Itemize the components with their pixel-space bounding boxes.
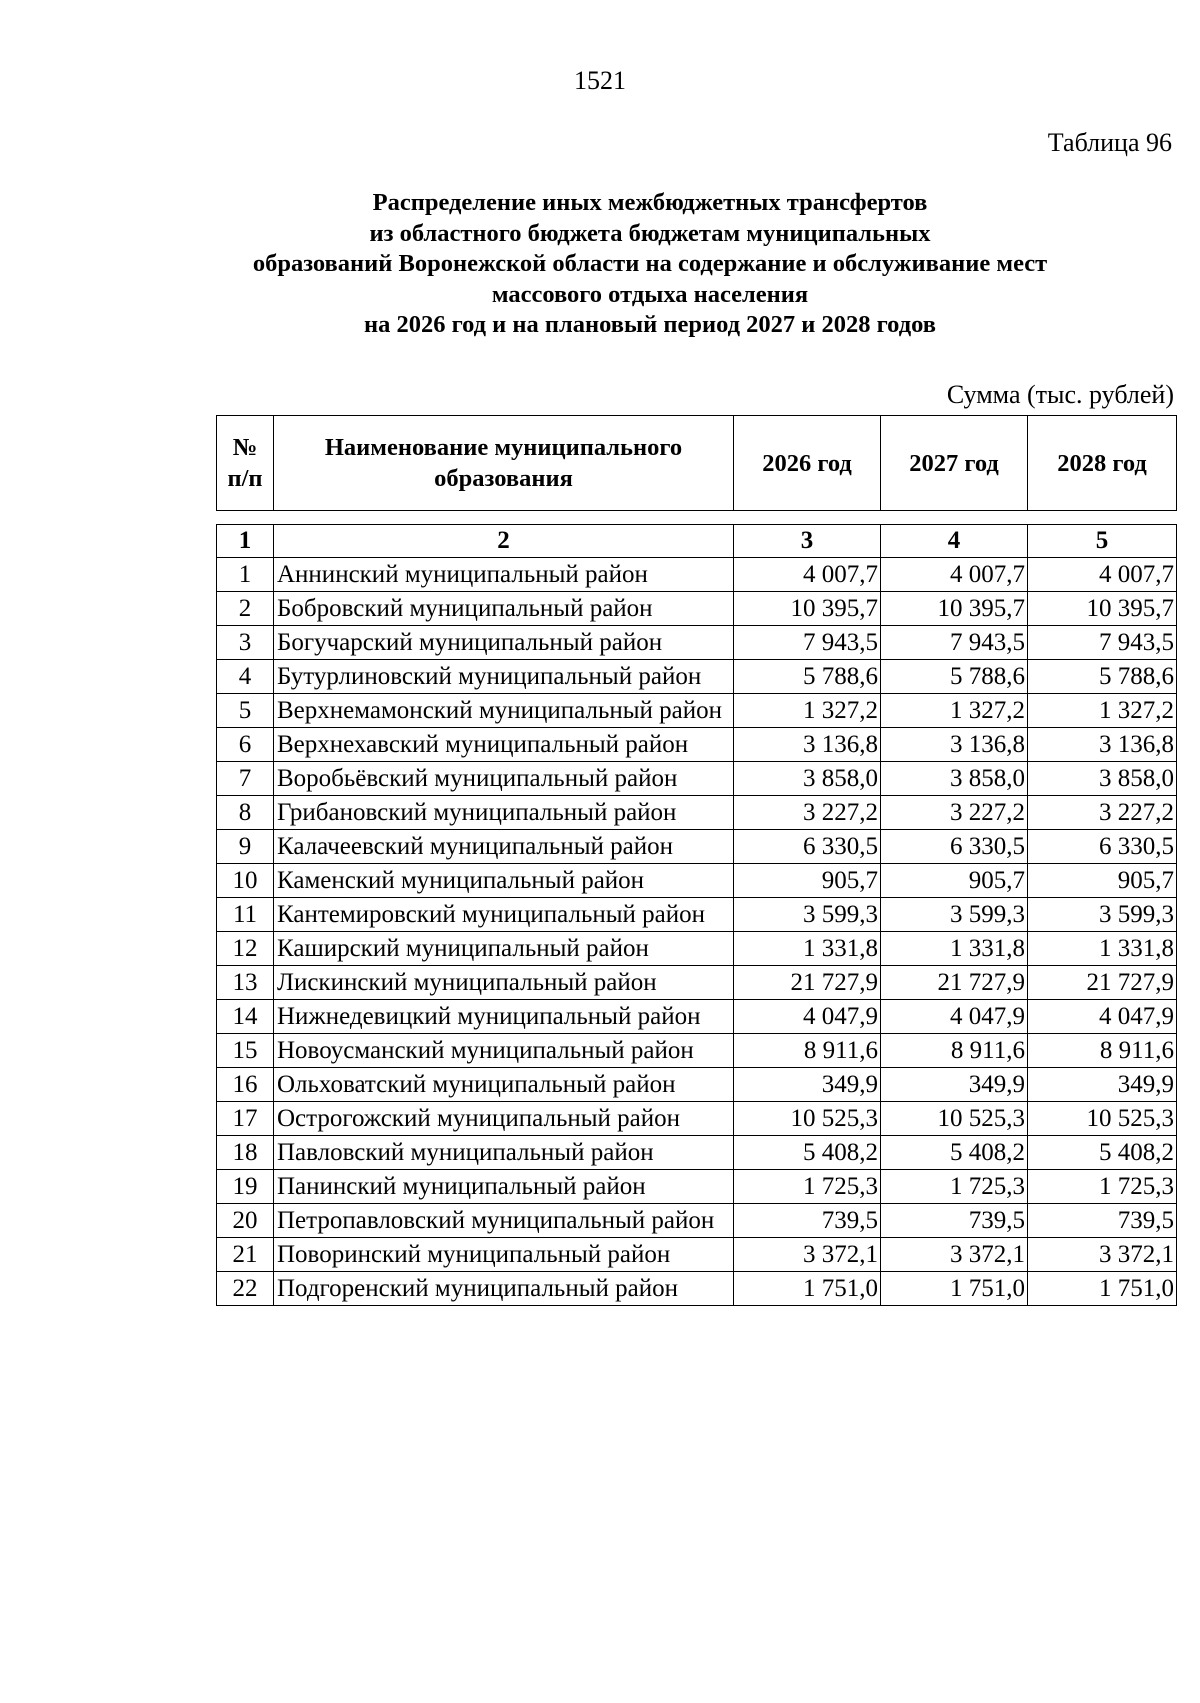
column-index: 4 — [881, 525, 1028, 558]
row-value-2028: 739,5 — [1028, 1204, 1177, 1238]
row-number: 19 — [217, 1170, 274, 1204]
row-value-2026: 4 047,9 — [734, 1000, 881, 1034]
header-number — [217, 416, 274, 511]
row-value-2026: 905,7 — [734, 864, 881, 898]
row-number: 4 — [217, 660, 274, 694]
row-value-2026: 7 943,5 — [734, 626, 881, 660]
row-number: 11 — [217, 898, 274, 932]
data-table — [216, 524, 1177, 1306]
row-number: 17 — [217, 1102, 274, 1136]
table-row — [217, 1034, 1177, 1068]
row-value-2028: 1 751,0 — [1028, 1272, 1177, 1306]
row-value-2027: 1 327,2 — [881, 694, 1028, 728]
header-year-2027: 2027 год — [881, 416, 1028, 511]
table-row — [217, 1272, 1177, 1306]
row-value-2026: 1 725,3 — [734, 1170, 881, 1204]
row-value-2027: 349,9 — [881, 1068, 1028, 1102]
header-name-line2: образования — [434, 465, 573, 492]
row-municipality-name: Ольховатский муниципальный район — [274, 1068, 734, 1102]
row-value-2028: 3 136,8 — [1028, 728, 1177, 762]
row-value-2027: 3 599,3 — [881, 898, 1028, 932]
row-value-2026: 21 727,9 — [734, 966, 881, 1000]
row-value-2028: 1 725,3 — [1028, 1170, 1177, 1204]
row-value-2028: 7 943,5 — [1028, 626, 1177, 660]
row-value-2028: 10 395,7 — [1028, 592, 1177, 626]
row-value-2027: 5 788,6 — [881, 660, 1028, 694]
row-municipality-name: Подгоренский муниципальный район — [274, 1272, 734, 1306]
row-value-2027: 3 136,8 — [881, 728, 1028, 762]
row-value-2026: 1 327,2 — [734, 694, 881, 728]
row-number: 8 — [217, 796, 274, 830]
header-number-line1: № — [232, 434, 258, 461]
row-municipality-name: Калачеевский муниципальный район — [274, 830, 734, 864]
row-municipality-name: Бутурлиновский муниципальный район — [274, 660, 734, 694]
header-year-2026: 2026 год — [734, 416, 881, 511]
column-index: 1 — [217, 525, 274, 558]
row-value-2027: 4 047,9 — [881, 1000, 1028, 1034]
row-value-2026: 1 751,0 — [734, 1272, 881, 1306]
row-number: 15 — [217, 1034, 274, 1068]
row-value-2028: 349,9 — [1028, 1068, 1177, 1102]
row-municipality-name: Кантемировский муниципальный район — [274, 898, 734, 932]
row-value-2026: 739,5 — [734, 1204, 881, 1238]
table-row — [217, 864, 1177, 898]
row-value-2027: 3 227,2 — [881, 796, 1028, 830]
column-index: 5 — [1028, 525, 1177, 558]
header-name — [274, 416, 734, 511]
row-value-2027: 1 331,8 — [881, 932, 1028, 966]
row-value-2027: 1 751,0 — [881, 1272, 1028, 1306]
row-value-2027: 6 330,5 — [881, 830, 1028, 864]
header-name-line1: Наименование муниципального — [324, 434, 683, 461]
table-row — [217, 796, 1177, 830]
row-number: 20 — [217, 1204, 274, 1238]
row-number: 9 — [217, 830, 274, 864]
row-number: 18 — [217, 1136, 274, 1170]
table-row — [217, 626, 1177, 660]
row-value-2026: 4 007,7 — [734, 558, 881, 592]
title-line: образований Воронежской области на содержание и обслуживание мест — [252, 250, 1048, 277]
row-value-2026: 349,9 — [734, 1068, 881, 1102]
row-value-2026: 3 227,2 — [734, 796, 881, 830]
row-value-2026: 5 408,2 — [734, 1136, 881, 1170]
table-row — [217, 1204, 1177, 1238]
document-title — [150, 188, 1150, 341]
table-header — [216, 415, 1177, 511]
row-value-2027: 739,5 — [881, 1204, 1028, 1238]
table-row — [217, 1170, 1177, 1204]
row-value-2028: 6 330,5 — [1028, 830, 1177, 864]
row-value-2028: 3 599,3 — [1028, 898, 1177, 932]
row-municipality-name: Верхнемамонский муниципальный район — [274, 694, 734, 728]
row-number: 7 — [217, 762, 274, 796]
row-value-2026: 3 136,8 — [734, 728, 881, 762]
row-value-2027: 3 858,0 — [881, 762, 1028, 796]
row-value-2026: 8 911,6 — [734, 1034, 881, 1068]
table-row — [217, 932, 1177, 966]
row-number: 6 — [217, 728, 274, 762]
row-number: 2 — [217, 592, 274, 626]
row-number: 22 — [217, 1272, 274, 1306]
row-municipality-name: Поворинский муниципальный район — [274, 1238, 734, 1272]
row-municipality-name: Каменский муниципальный район — [274, 864, 734, 898]
table-row — [217, 592, 1177, 626]
row-municipality-name: Новоусманский муниципальный район — [274, 1034, 734, 1068]
row-municipality-name: Петропавловский муниципальный район — [274, 1204, 734, 1238]
row-municipality-name: Бобровский муниципальный район — [274, 592, 734, 626]
row-value-2027: 21 727,9 — [881, 966, 1028, 1000]
column-index: 2 — [274, 525, 734, 558]
row-value-2028: 4 047,9 — [1028, 1000, 1177, 1034]
page-number: 1521 — [574, 66, 626, 95]
row-municipality-name: Нижнедевицкий муниципальный район — [274, 1000, 734, 1034]
row-municipality-name: Панинский муниципальный район — [274, 1170, 734, 1204]
row-municipality-name: Богучарский муниципальный район — [274, 626, 734, 660]
column-index-row — [217, 525, 1177, 558]
row-value-2026: 1 331,8 — [734, 932, 881, 966]
row-municipality-name: Грибановский муниципальный район — [274, 796, 734, 830]
row-value-2028: 5 788,6 — [1028, 660, 1177, 694]
row-value-2027: 1 725,3 — [881, 1170, 1028, 1204]
row-value-2027: 905,7 — [881, 864, 1028, 898]
table-row — [217, 694, 1177, 728]
header-year-2028: 2028 год — [1028, 416, 1177, 511]
table-row — [217, 1000, 1177, 1034]
table-row — [217, 558, 1177, 592]
table-row — [217, 1068, 1177, 1102]
title-line: на 2026 год и на плановый период 2027 и 2028 годов — [363, 311, 936, 338]
row-value-2028: 10 525,3 — [1028, 1102, 1177, 1136]
row-value-2028: 5 408,2 — [1028, 1136, 1177, 1170]
table-row — [217, 1238, 1177, 1272]
row-number: 12 — [217, 932, 274, 966]
row-number: 13 — [217, 966, 274, 1000]
row-number: 5 — [217, 694, 274, 728]
row-municipality-name: Каширский муниципальный район — [274, 932, 734, 966]
row-value-2028: 21 727,9 — [1028, 966, 1177, 1000]
header-row — [217, 416, 1177, 511]
row-municipality-name: Лискинский муниципальный район — [274, 966, 734, 1000]
row-value-2028: 3 372,1 — [1028, 1238, 1177, 1272]
row-value-2028: 905,7 — [1028, 864, 1177, 898]
row-value-2026: 10 395,7 — [734, 592, 881, 626]
table-body — [217, 525, 1177, 1306]
row-number: 10 — [217, 864, 274, 898]
row-value-2027: 10 525,3 — [881, 1102, 1028, 1136]
row-value-2027: 4 007,7 — [881, 558, 1028, 592]
row-value-2026: 5 788,6 — [734, 660, 881, 694]
table-row — [217, 728, 1177, 762]
row-municipality-name: Острогожский муниципальный район — [274, 1102, 734, 1136]
row-value-2027: 8 911,6 — [881, 1034, 1028, 1068]
units-label: Сумма (тыс. рублей) — [946, 380, 1174, 409]
row-value-2028: 3 227,2 — [1028, 796, 1177, 830]
row-value-2027: 10 395,7 — [881, 592, 1028, 626]
header-number-line2: п/п — [227, 465, 263, 492]
row-municipality-name: Павловский муниципальный район — [274, 1136, 734, 1170]
title-line: из областного бюджета бюджетам муниципальных — [369, 219, 931, 247]
row-value-2028: 4 007,7 — [1028, 558, 1177, 592]
row-value-2028: 3 858,0 — [1028, 762, 1177, 796]
row-number: 3 — [217, 626, 274, 660]
row-value-2028: 8 911,6 — [1028, 1034, 1177, 1068]
row-number: 16 — [217, 1068, 274, 1102]
table-row — [217, 830, 1177, 864]
row-value-2028: 1 327,2 — [1028, 694, 1177, 728]
row-number: 14 — [217, 1000, 274, 1034]
row-value-2026: 6 330,5 — [734, 830, 881, 864]
row-number: 21 — [217, 1238, 274, 1272]
title-line: Распределение иных межбюджетных трансфертов — [372, 189, 928, 216]
row-municipality-name: Аннинский муниципальный район — [274, 558, 734, 592]
row-value-2027: 5 408,2 — [881, 1136, 1028, 1170]
row-number: 1 — [217, 558, 274, 592]
title-line: массового отдыха населения — [491, 280, 809, 308]
table-row — [217, 660, 1177, 694]
row-value-2026: 3 858,0 — [734, 762, 881, 796]
row-municipality-name: Верхнехавский муниципальный район — [274, 728, 734, 762]
column-index: 3 — [734, 525, 881, 558]
row-value-2026: 10 525,3 — [734, 1102, 881, 1136]
row-value-2027: 7 943,5 — [881, 626, 1028, 660]
table-row — [217, 1136, 1177, 1170]
row-value-2027: 3 372,1 — [881, 1238, 1028, 1272]
row-value-2026: 3 599,3 — [734, 898, 881, 932]
table-label: Таблица 96 — [1047, 128, 1172, 157]
table-row — [217, 1102, 1177, 1136]
row-value-2028: 1 331,8 — [1028, 932, 1177, 966]
table-row — [217, 966, 1177, 1000]
table-row — [217, 898, 1177, 932]
table-row — [217, 762, 1177, 796]
row-value-2026: 3 372,1 — [734, 1238, 881, 1272]
row-municipality-name: Воробьёвский муниципальный район — [274, 762, 734, 796]
